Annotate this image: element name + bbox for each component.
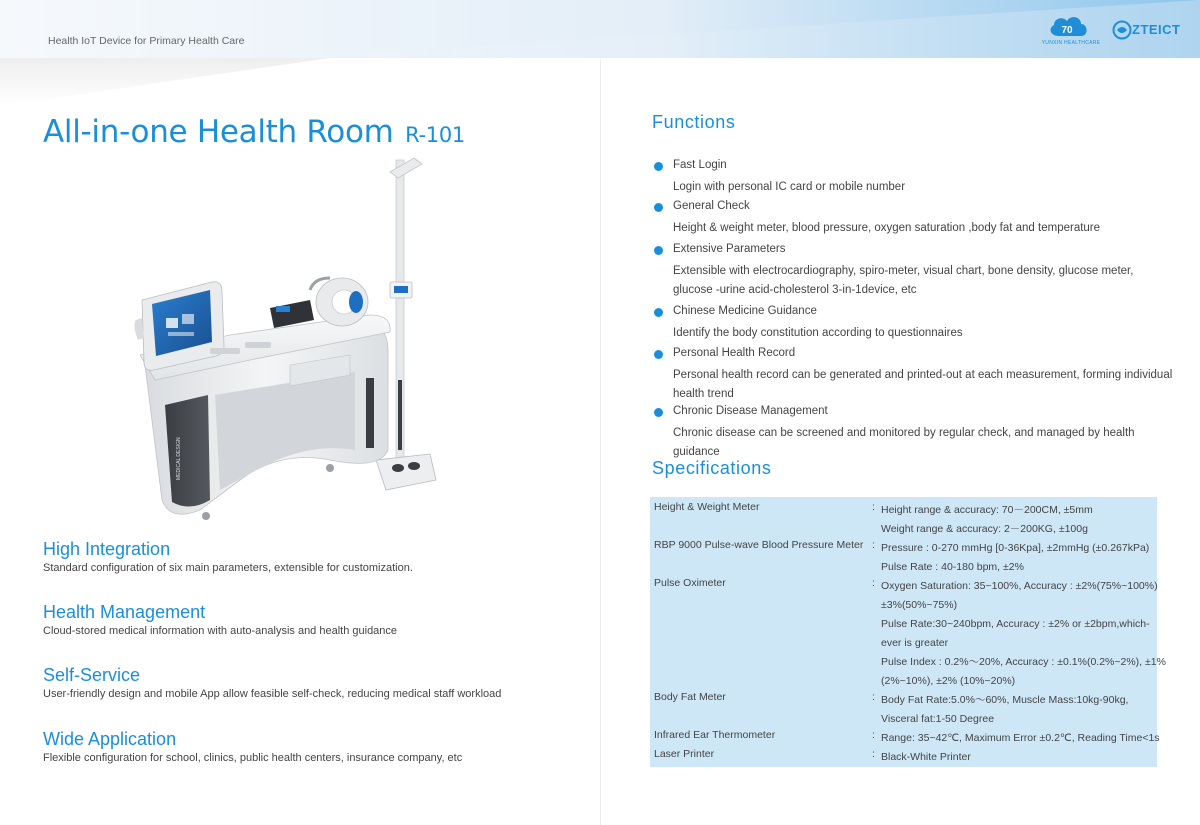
spec-value: Pulse Index : 0.2%～20%, Accuracy : ±0.1%(0.2%~2%), ±1% xyxy=(881,656,1166,668)
cloud-logo-icon xyxy=(1040,12,1102,40)
spec-value: Height range & accuracy: 70－200CM, ±5mm xyxy=(881,504,1093,516)
product-model: R-101 xyxy=(405,123,465,147)
spec-colon: : xyxy=(872,577,875,589)
spec-name: Body Fat Meter xyxy=(654,691,726,703)
spec-name: RBP 9000 Pulse-wave Blood Pressure Meter xyxy=(654,539,864,551)
spec-values xyxy=(881,501,1157,539)
feature-self-service xyxy=(43,665,563,700)
bullet-icon xyxy=(654,350,663,359)
spec-values xyxy=(881,539,1157,577)
spec-values xyxy=(881,691,1157,729)
feature-wide-application xyxy=(43,729,563,764)
bullet-icon xyxy=(654,308,663,317)
spec-values xyxy=(881,729,1160,748)
logo-divider xyxy=(1105,16,1106,46)
bullet-icon xyxy=(654,246,663,255)
function-title: Extensive Parameters xyxy=(673,243,786,255)
spec-value: ±3%(50%~75%) xyxy=(881,599,958,611)
feature-desc: Cloud-stored medical information with auto-analysis and health guidance xyxy=(43,625,398,637)
spec-name: Laser Printer xyxy=(654,748,715,760)
function-title: General Check xyxy=(673,200,750,212)
logo-cloud-text: YUNXIN HEALTHCARE xyxy=(1041,40,1101,46)
spec-name: Height & Weight Meter xyxy=(654,501,760,513)
spec-value: Pressure : 0-270 mmHg [0-36Kpa], ±2mmHg (±0.267kPa) xyxy=(881,542,1150,554)
function-title: Fast Login xyxy=(673,159,727,171)
feature-desc: Standard configuration of six main parameters, extensible for customization. xyxy=(43,562,413,574)
feature-title: Wide Application xyxy=(43,729,177,749)
spec-values xyxy=(881,748,1157,767)
brand-logos xyxy=(1040,12,1190,50)
spec-colon: : xyxy=(872,729,875,741)
function-title: Chronic Disease Management xyxy=(673,405,828,417)
specifications-heading: Specifications xyxy=(652,458,772,478)
spec-value: Range: 35~42℃, Maximum Error ±0.2℃, Reading Time<1s xyxy=(881,732,1160,744)
spec-colon: : xyxy=(872,748,875,760)
function-desc: Personal health record can be generated and printed-out at each measurement, forming individual health trend xyxy=(673,369,1173,400)
bullet-icon xyxy=(654,203,663,212)
product-side-label: MEDICAL DESIGN xyxy=(176,437,182,480)
spec-colon: : xyxy=(872,501,875,513)
specifications-table xyxy=(650,497,1166,767)
spec-value: Black-White Printer xyxy=(881,751,971,763)
feature-health-management xyxy=(43,602,563,637)
spec-value: Visceral fat:1-50 Degree xyxy=(881,713,995,725)
spec-name: Infrared Ear Thermometer xyxy=(654,729,776,741)
spec-colon: : xyxy=(872,539,875,551)
function-desc: Height & weight meter, blood pressure, oxygen saturation ,body fat and temperature xyxy=(673,222,1101,234)
product-name: All-in-one Health Room xyxy=(43,114,394,150)
feature-title: High Integration xyxy=(43,539,171,559)
function-title: Chinese Medicine Guidance xyxy=(673,305,817,317)
product-title xyxy=(43,114,465,150)
feature-title: Self-Service xyxy=(43,665,141,685)
spec-colon: : xyxy=(872,691,875,703)
spec-values xyxy=(881,577,1166,691)
svg-text:70: 70 xyxy=(1061,25,1073,36)
zteict-logo-text: ZTEICT xyxy=(1132,22,1181,37)
spec-value: Oxygen Saturation: 35~100%, Accuracy : ±2%(75%~100%) xyxy=(881,580,1158,592)
function-desc: Chronic disease can be screened and monitored by regular check, and managed by health guidance xyxy=(673,427,1135,458)
spec-name: Pulse Oximeter xyxy=(654,577,726,589)
feature-desc: User-friendly design and mobile App allow feasible self-check, reducing medical staff workload xyxy=(43,688,502,700)
bullet-icon xyxy=(654,408,663,417)
feature-high-integration xyxy=(43,539,563,574)
function-desc: Login with personal IC card or mobile number xyxy=(673,181,906,193)
function-desc: Extensible with electrocardiography, spiro-meter, visual chart, bone density, glucose meter, glucose -urine acid-cholesterol 3-in-1device, etc xyxy=(673,265,1134,296)
spec-value: (2%~10%), ±2% (10%~20%) xyxy=(881,675,1016,687)
spec-value: Weight range & accuracy: 2－200KG, ±100g xyxy=(881,523,1088,535)
spec-value: ever is greater xyxy=(881,637,949,649)
page-divider xyxy=(600,60,601,825)
function-desc: Identify the body constitution according to questionnaires xyxy=(673,327,963,339)
feature-desc: Flexible configuration for school, clinics, public health centers, insurance company, etc xyxy=(43,752,463,764)
spec-value: Body Fat Rate:5.0%～60%, Muscle Mass:10kg-90kg, xyxy=(881,694,1129,706)
feature-title: Health Management xyxy=(43,602,206,622)
health-room-product-image xyxy=(130,150,450,530)
functions-heading: Functions xyxy=(652,112,736,132)
bullet-icon xyxy=(654,162,663,171)
header-tagline: Health IoT Device for Primary Health Care xyxy=(48,35,245,47)
spec-value: Pulse Rate : 40-180 bpm, ±2% xyxy=(881,561,1024,573)
function-title: Personal Health Record xyxy=(673,347,796,359)
zteict-logo-icon xyxy=(1112,20,1132,40)
spec-value: Pulse Rate:30~240bpm, Accuracy : ±2% or ±2bpm,which- xyxy=(881,618,1150,630)
